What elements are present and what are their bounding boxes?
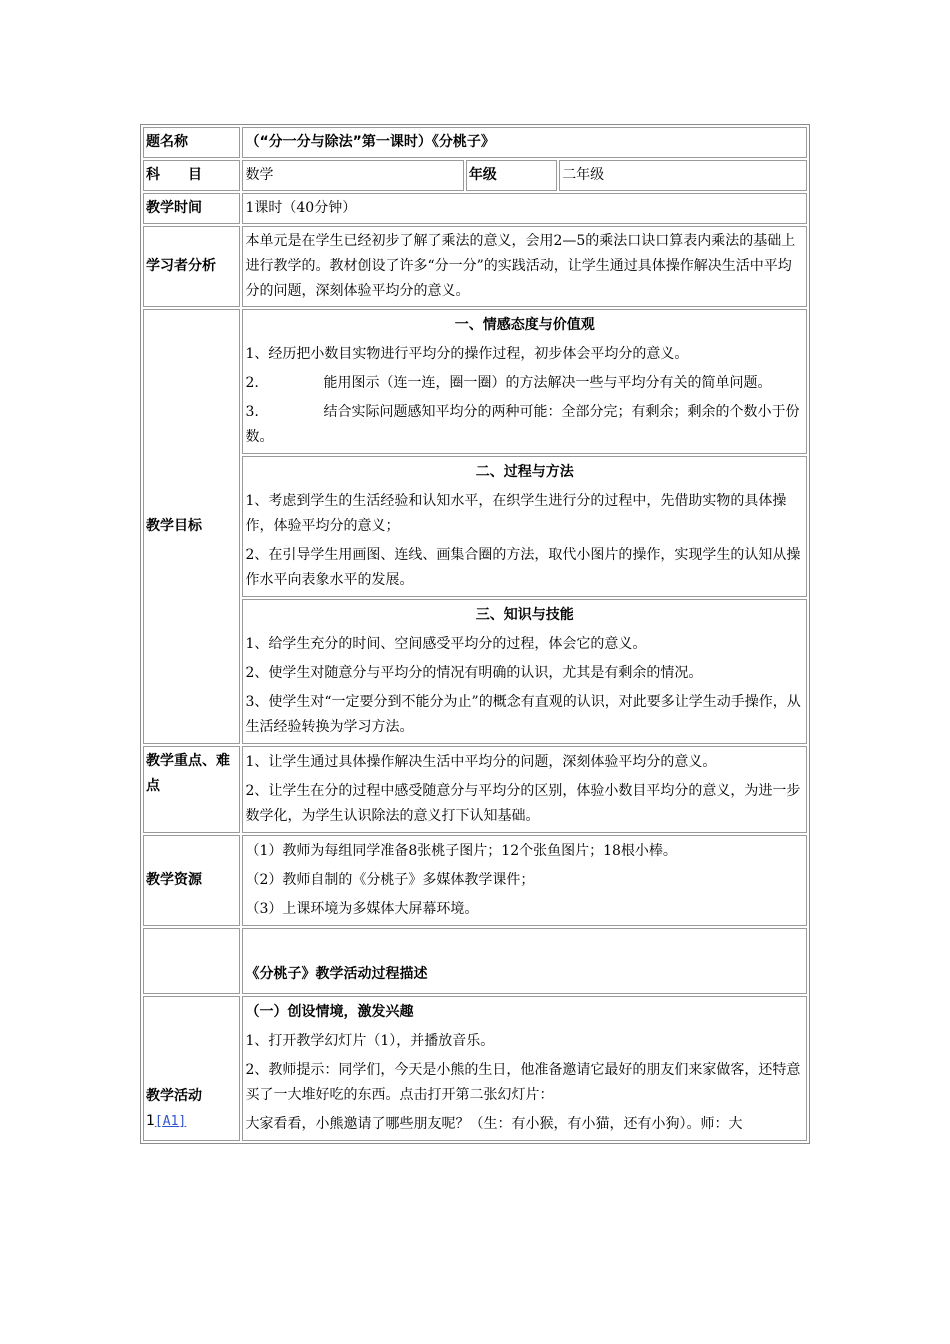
goals-section-3-item-2: 2、使学生对随意分与平均分的情况有明确的认识，尤其是有剩余的情况。 [245,665,703,681]
row-subject [143,160,807,191]
goals-section-1 [242,309,807,454]
goals-section-1-item-1: 1、经历把小数目实物进行平均分的操作过程，初步体会平均分的意义。 [245,346,689,362]
row-keypoints [143,746,807,833]
process-title-empty-cell [143,928,240,994]
goals-section-2-item-2: 2、在引导学生用画图、连线、画集合圈的方法，取代小图片的操作，实现学生的认知从操作水平向表象水平的发展。 [245,547,801,588]
activity-label-ref [146,1109,237,1134]
resources-value [242,835,807,926]
activity-label-num: 1 [146,1113,155,1129]
process-title: 《分桃子》教学活动过程描述 [242,928,807,994]
resources-item-1: （1）教师为每组同学准备8张桃子图片；12个张鱼图片；18根小棒。 [245,843,677,859]
goals-section-3-item-1: 1、给学生充分的时间、空间感受平均分的过程，体会它的意义。 [245,636,647,652]
resources-label: 教学资源 [143,835,240,926]
activity-heading: （一）创设情境，激发兴趣 [245,1004,414,1020]
row-time [143,193,807,224]
time-value: 1课时（40分钟） [242,193,807,224]
goals-section-1-heading: 一、情感态度与价值观 [454,317,595,333]
row-activity [143,996,807,1141]
keypoints-value [242,746,807,833]
grade-value: 二年级 [559,160,807,191]
title-label: 题名称 [143,127,240,158]
goals-section-3 [242,599,807,744]
item-number: 3. [245,404,259,420]
keypoints-label: 教学重点、难点 [143,746,240,833]
goals-section-2-heading: 二、过程与方法 [475,464,574,480]
row-goals-3 [143,599,807,744]
goals-section-3-heading: 三、知识与技能 [475,607,574,623]
activity-item-2: 2、教师提示：同学们，今天是小熊的生日，他准备邀请它最好的朋友们来家做客，还特意买了一大堆好吃的东西。点击打开第二张幻灯片： [245,1062,801,1103]
goals-section-3-item-3: 3、使学生对“一定要分到不能分为止”的概念有直观的认识，对此要多让学生动手操作，从生活经验转换为学习方法。 [245,694,801,735]
row-goals-1 [143,309,807,454]
goals-section-1-item-3 [245,400,804,450]
grade-label: 年级 [466,160,557,191]
activity-label: 教学活动 [146,1088,202,1104]
resources-item-2: （2）教师自制的《分桃子》多媒体教学课件； [245,872,535,888]
activity-value [242,996,807,1141]
lesson-plan-page [140,124,810,1144]
row-process-title [143,928,807,994]
row-learner [143,226,807,307]
lesson-plan-table [140,124,810,1144]
activity-label-cell [143,996,240,1141]
learner-label: 学习者分析 [143,226,240,307]
keypoints-item-1: 1、让学生通过具体操作解决生活中平均分的问题，深刻体验平均分的意义。 [245,754,717,770]
goals-section-2-item-1: 1、考虑到学生的生活经验和认知水平，在织学生进行分的过程中，先借助实物的具体操作，体验平均分的意义； [245,493,787,534]
goals-label: 教学目标 [143,309,240,744]
item-number: 2. [245,375,259,391]
resources-item-3: （3）上课环境为多媒体大屏幕环境。 [245,901,479,917]
activity-item-3: 大家看看，小熊邀请了哪些朋友呢？（生：有小猴，有小猫，还有小狗）。师：大 [245,1116,743,1132]
comment-ref-link[interactable]: [A1] [154,1114,187,1129]
goals-section-2 [242,456,807,597]
activity-item-1: 1、打开教学幻灯片（1），并播放音乐。 [245,1033,495,1049]
learner-value: 本单元是在学生已经初步了解了乘法的意义，会用2—5的乘法口诀口算表内乘法的基础上进行教学的。教材创设了许多“分一分”的实践活动，让学生通过具体操作解决生活中平均分的问题，深刻体验平均分的意义。 [242,226,807,307]
row-title [143,127,807,158]
row-resources [143,835,807,926]
subject-value: 数学 [242,160,463,191]
title-value: （“分一分与除法”第一课时）《分桃子》 [242,127,807,158]
goals-section-1-item-2 [245,371,804,396]
keypoints-item-2: 2、让学生在分的过程中感受随意分与平均分的区别，体验小数目平均分的意义，为进一步数学化，为学生认识除法的意义打下认知基础。 [245,783,801,824]
time-label: 教学时间 [143,193,240,224]
subject-label: 科 目 [143,160,240,191]
item-text: 结合实际问题感知平均分的两种可能：全部分完；有剩余；剩余的个数小于份数。 [245,404,800,445]
row-goals-2 [143,456,807,597]
item-text: 能用图示（连一连，圈一圈）的方法解决一些与平均分有关的简单问题。 [323,375,772,391]
